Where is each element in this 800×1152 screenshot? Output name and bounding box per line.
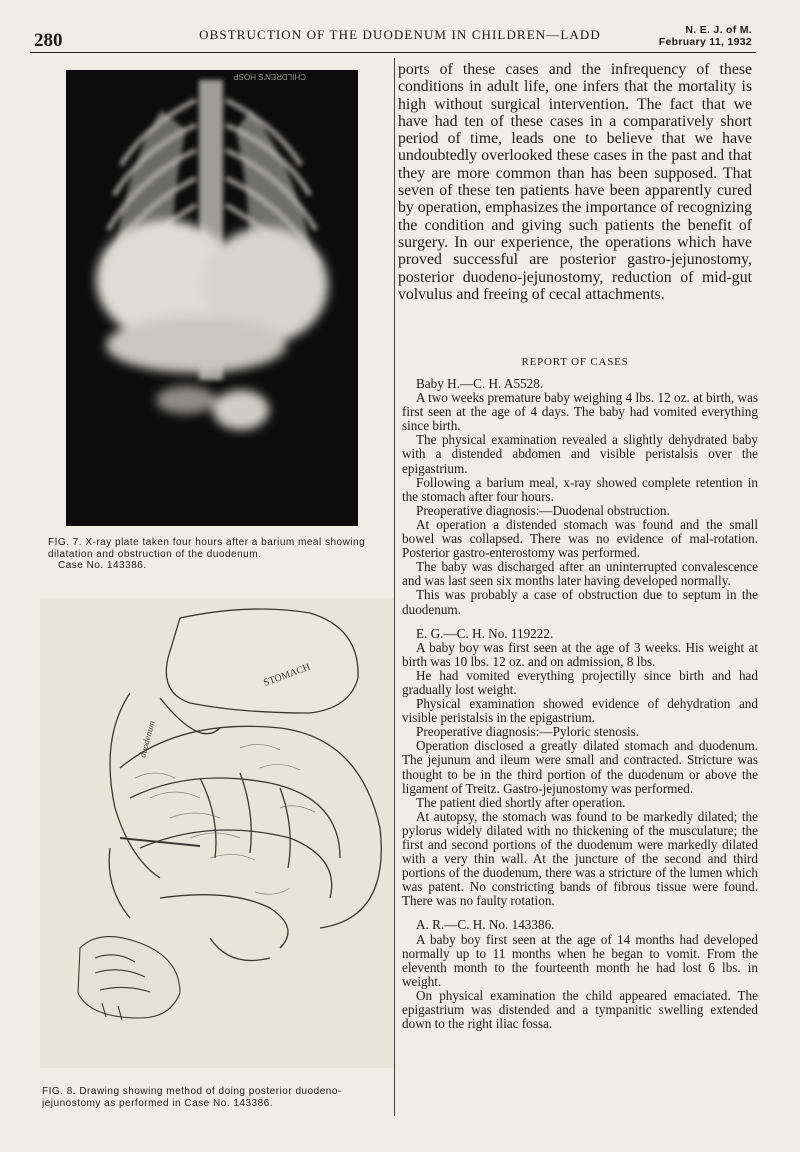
case-paragraph: He had vomited everything projectilly since birth and had gradually lost weight. (402, 667, 758, 697)
section-heading: REPORT OF CASES (521, 356, 629, 368)
column-divider (394, 58, 395, 1116)
case-paragraph: A baby boy was first seen at the age of 3 weeks. His weight at birth was 10 lbs. 12 oz. and on admission, 8 lbs. (402, 639, 758, 669)
issue-date: February 11, 1932 (658, 36, 752, 48)
case-paragraph: At operation a distended stomach was found and the small bowel was collapsed. There was no evidence of mal-rotation. Posterior gastro-enterostomy was performed. (402, 516, 758, 561)
stomach-label: STOMACH (262, 661, 312, 689)
case-paragraph: Preoperative diagnosis:—Pyloric stenosis. (416, 724, 640, 740)
duodenum-label: duodenum (137, 719, 157, 759)
case-paragraph: Preoperative diagnosis:—Duodenal obstruction. (416, 502, 670, 518)
case-paragraph: A baby boy first seen at the age of 14 months had developed normally up to 11 months when he began to vomit. From the eleventh month to the fourteenth month he had lost 6 lbs. in weight. (402, 931, 758, 989)
page-number: 280 (34, 30, 63, 51)
surgical-drawing (40, 598, 394, 1068)
figure-8-drawing (40, 598, 394, 1068)
case-2-title: E. G.—C. H. No. 119222. (416, 625, 554, 641)
figure-7-caption-text: FIG. 7. X-ray plate taken four hours after a barium meal showing dilatation and obstruction of the duodenum. (48, 537, 366, 560)
xray-image (66, 70, 358, 526)
case-paragraph: Operation disclosed a greatly dilated stomach and duodenum. The jejunum and ileum were small and contracted. Stricture was thought to be in the third portion of the duodenum or above the ligament of Treitz. Gastro-jejunostomy was performed. (402, 738, 758, 796)
case-paragraph: On physical examination the child appeared emaciated. The epigastrium was distended and a tympanitic swelling extended down to the right iliac fossa. (402, 987, 758, 1032)
case-1-title: Baby H.—C. H. A5528. (416, 376, 544, 391)
case-paragraph: A two weeks premature baby weighing 4 lbs. 12 oz. at birth, was first seen at the age of 4 days. The baby had vomited everything since birth. (402, 390, 758, 434)
figure-7-xray (66, 70, 358, 526)
intro-paragraph: ports of these cases and the infrequency of these conditions in adult life, one infers that the mortality is high without surgical intervention. The fact that we have had ten of these cases in a comparatively short period of time, leads one to believe that we have undoubtedly overlooked these cases in the past and that they are more common than has been supposed. That seven of these ten patients have been apparently cured by operation, emphasizes the importance of recognizing the condition and giving such patients the benefit of surgery. In our experience, the operations which have proved successful are posterior gastro-jejunostomy, posterior duodeno-jejunostomy, reduction of mid-gut volvulus and freeing of cecal attachments. (398, 61, 752, 303)
plate-marking: CHILDREN'S HOSP (233, 72, 306, 81)
case-paragraph: The baby was discharged after an uninterrupted convalescence and was last seen six months later having developed normally. (402, 559, 758, 589)
case-paragraph: Following a barium meal, x-ray showed complete retention in the stomach after four hours. (402, 474, 758, 504)
running-header (0, 0, 800, 58)
journal-citation (659, 24, 752, 48)
case-paragraph: The patient died shortly after operation. (416, 794, 626, 810)
case-reports (402, 377, 758, 1031)
figure-7-caption (48, 537, 392, 572)
case-paragraph: At autopsy, the stomach was found to be markedly dilated; the pylorus widely dilated with no thickening of the musculature; the first and second portions of the duodenum were markedly dilated with a very thin wall. At the juncture of the second and third portions of the duodenum, there was a stricture of the lumen which was patent. No constricting bands of fibrous tissue were found. There was no faulty rotation. (402, 808, 758, 909)
figure-7-case-number: Case No. 143386. (58, 560, 147, 571)
journal-name: N. E. J. of M. (685, 24, 752, 36)
case-3-title: A. R.—C. H. No. 143386. (416, 917, 555, 933)
case-paragraph: Physical examination showed evidence of dehydration and visible peristalsis in the epigastrium. (402, 696, 758, 726)
case-paragraph: This was probably a case of obstruction due to septum in the duodenum. (402, 587, 758, 617)
header-rule (30, 52, 756, 53)
figure-8-caption: FIG. 8. Drawing showing method of doing posterior duodeno-jejunostomy as performed in Case No. 143386. (42, 1086, 342, 1109)
case-paragraph: The physical examination revealed a slightly dehydrated baby with a distended abdomen and visible peristalsis over the epigastrium. (402, 432, 758, 476)
running-title: OBSTRUCTION OF THE DUODENUM IN CHILDREN—LADD (199, 27, 601, 42)
